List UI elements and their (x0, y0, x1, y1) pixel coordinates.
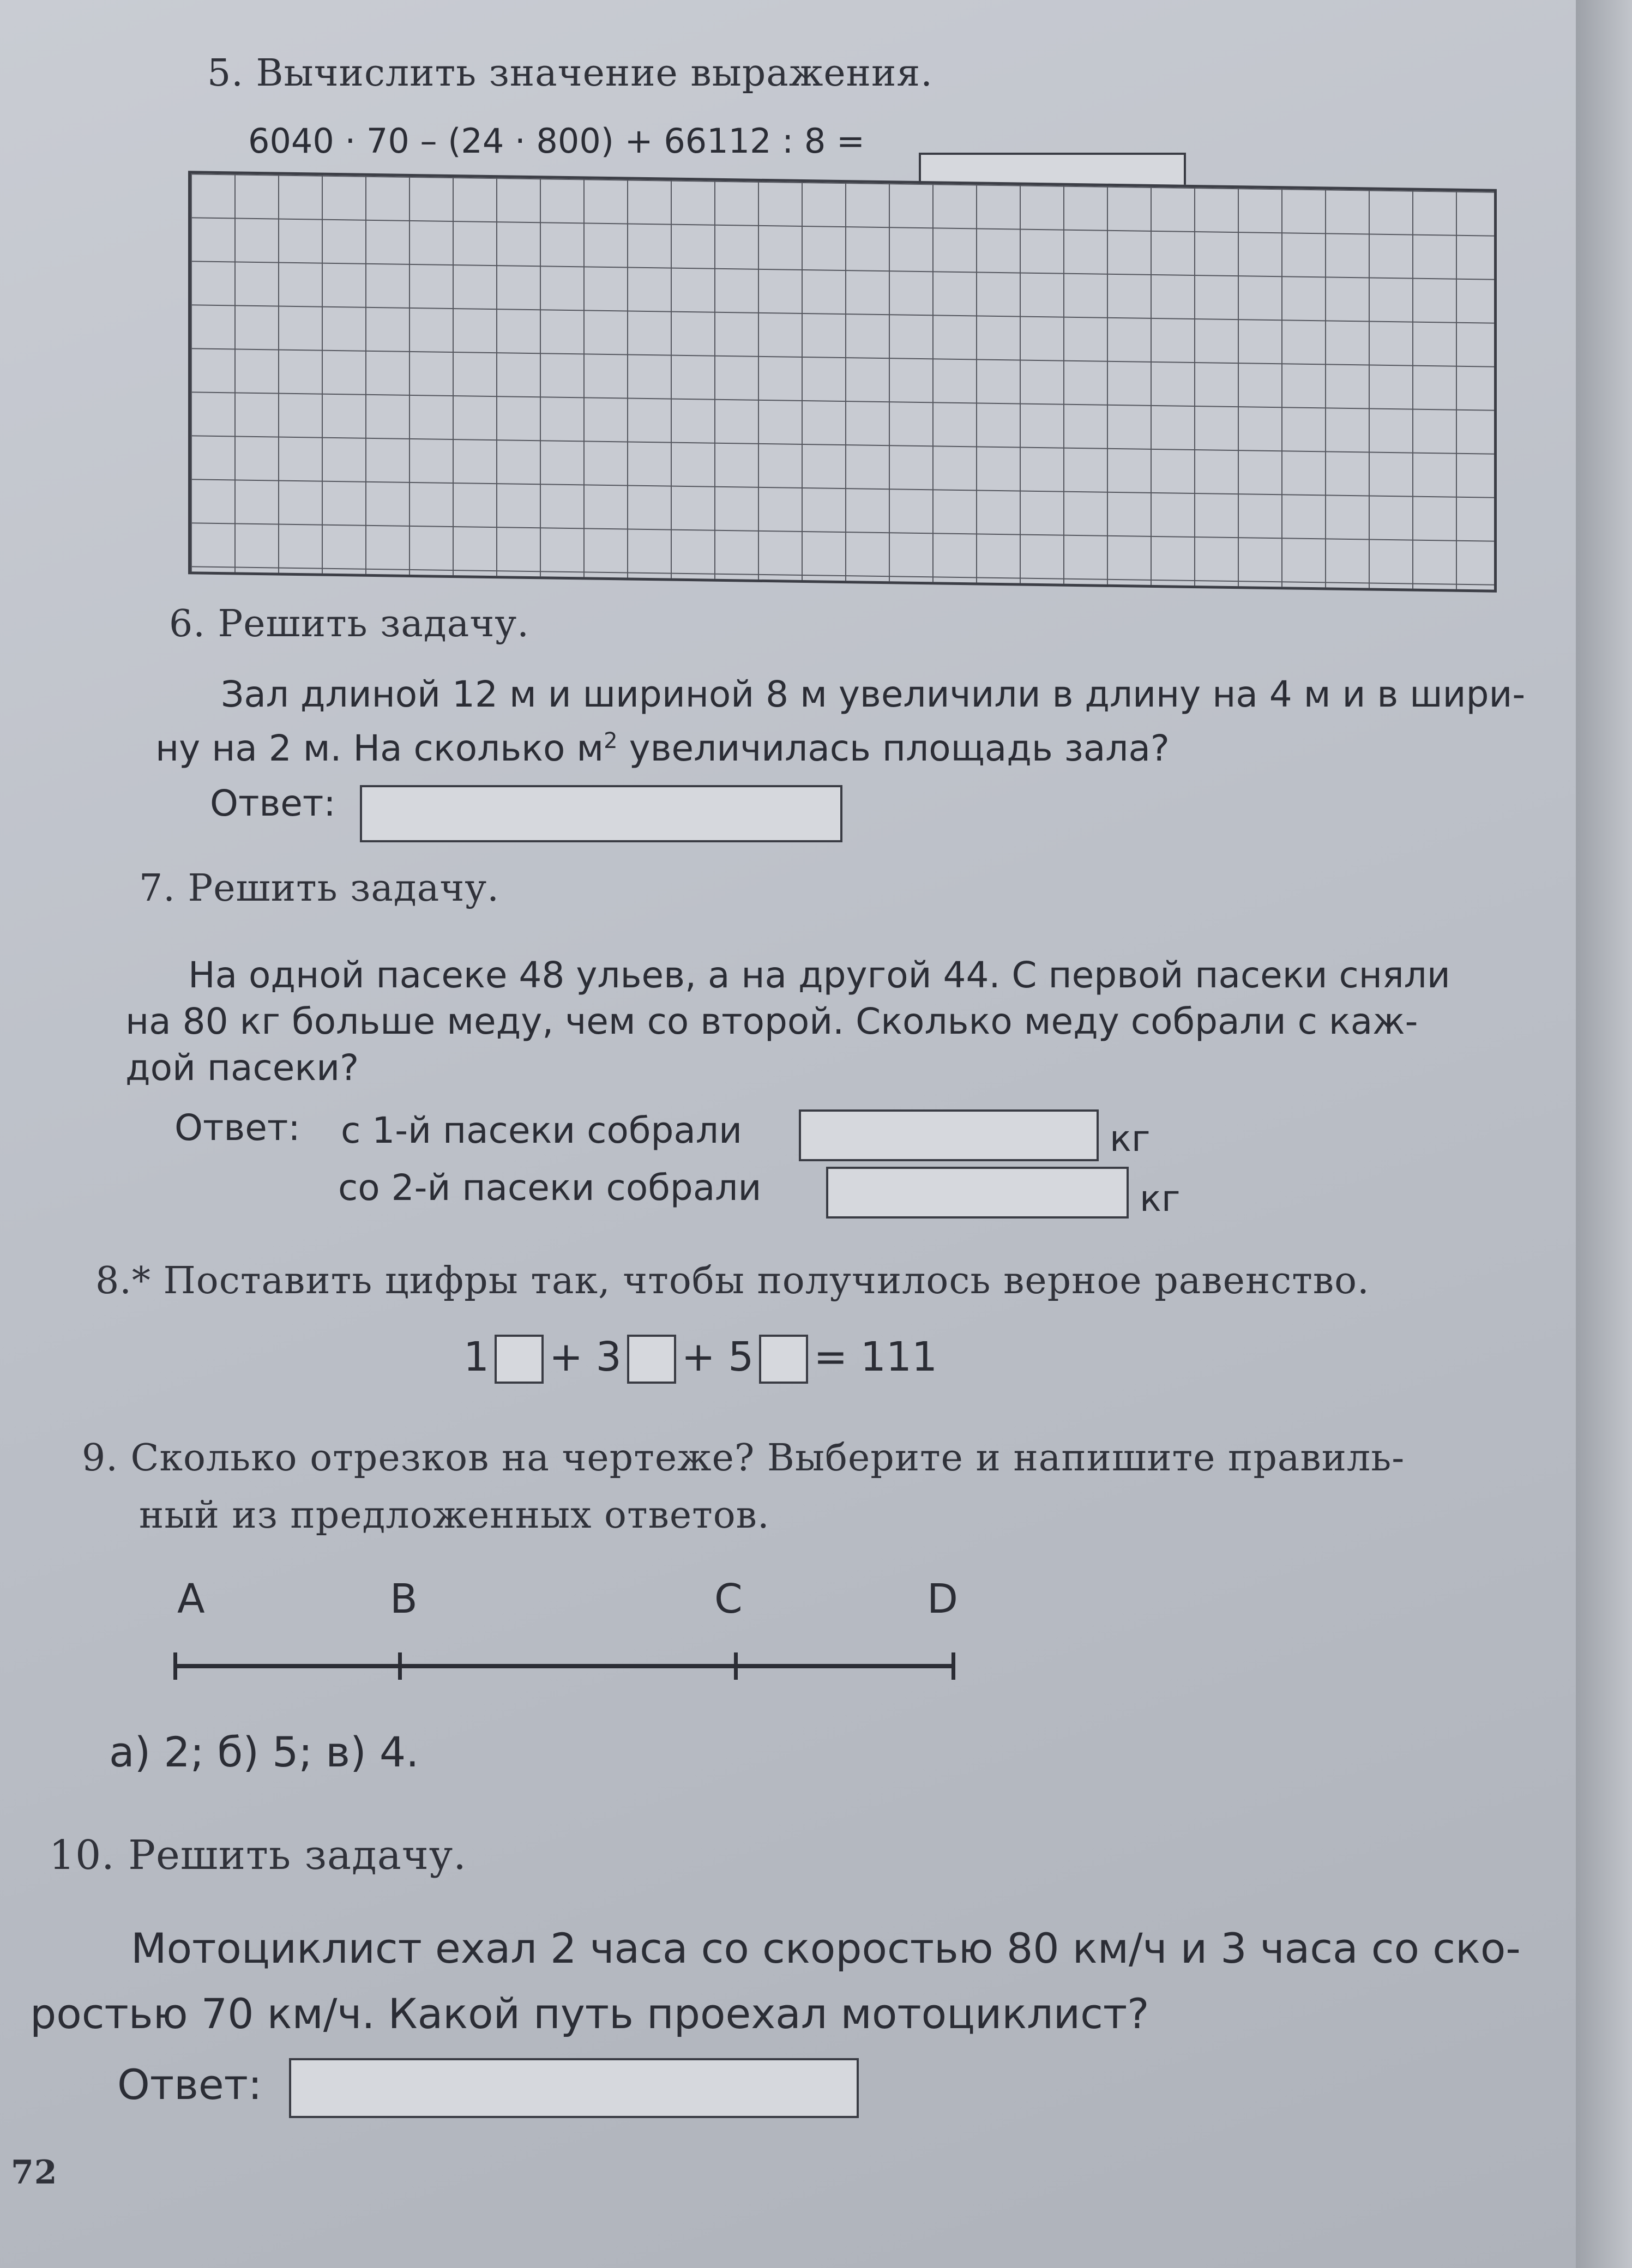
tick-c (734, 1652, 738, 1680)
task6-line2-a: ну на 2 м. На сколько м (155, 727, 604, 769)
task8-plus1: + 3 (549, 1334, 622, 1380)
task6-line1: Зал длиной 12 м и шириной 8 м увеличили в длину на 4 м и в шири- (221, 673, 1526, 715)
tick-d (952, 1652, 955, 1680)
task8-title: 8.* Поставить цифры так, чтобы получилось верное равенство. (95, 1259, 1370, 1302)
task7-title: 7. Решить задачу. (139, 867, 499, 910)
point-label-c: C (714, 1576, 743, 1622)
task5-title: 5. Вычислить значение выражения. (207, 52, 933, 95)
tick-b (398, 1652, 402, 1680)
task8-box3[interactable] (759, 1335, 808, 1384)
task10-title: 10. Решить задачу. (49, 1832, 467, 1879)
task8-box2[interactable] (627, 1335, 676, 1384)
task5-calculation-grid[interactable] (188, 171, 1497, 593)
task7-line1: На одной пасеке 48 ульев, а на другой 44. С первой пасеки сняли (188, 954, 1450, 996)
point-label-d: D (927, 1576, 958, 1622)
task10-answer-label: Ответ: (117, 2060, 262, 2109)
task9-options: а) 2; б) 5; в) 4. (109, 1728, 419, 1776)
task7-answer2-label: со 2-й пасеки собрали (338, 1167, 762, 1209)
task6-title: 6. Решить задачу. (169, 602, 529, 646)
segment-line (173, 1664, 954, 1668)
task7-line2: на 80 кг больше меду, чем со второй. Сколько меду собрали с каж- (125, 1000, 1418, 1042)
task7-answer2-box[interactable] (826, 1167, 1129, 1219)
page-fold (1576, 0, 1632, 2268)
task8-box1[interactable] (495, 1335, 544, 1384)
task8-result: = 111 (814, 1334, 938, 1380)
task6-line2 (155, 717, 1170, 773)
task6-answer-label: Ответ: (210, 782, 336, 824)
task9-title-line1: 9. Сколько отрезков на чертеже? Выберите и напишите правиль- (82, 1437, 1405, 1480)
task10-answer-box[interactable] (289, 2058, 859, 2118)
task5-expression: 6040 · 70 – (24 · 800) + 66112 : 8 = (248, 121, 865, 161)
task8-equation (463, 1333, 937, 1384)
task7-answer1-box[interactable] (799, 1109, 1099, 1161)
task10-line1: Мотоциклист ехал 2 часа со скоростью 80 км/ч и 3 часа со ско- (131, 1924, 1521, 1973)
task7-unit2: кг (1140, 1178, 1181, 1220)
task9-title-line2: ный из предложенных ответов. (139, 1494, 770, 1537)
task6-superscript: 2 (604, 728, 618, 753)
task8-digit1: 1 (463, 1334, 490, 1380)
task7-unit1: кг (1110, 1118, 1151, 1160)
task6-line2-b: увеличилась площадь зала? (617, 727, 1170, 769)
tick-a (173, 1652, 177, 1680)
point-label-a: A (177, 1576, 205, 1622)
task8-plus2: + 5 (681, 1334, 754, 1380)
page-number: 72 (11, 2154, 58, 2192)
task10-line2: ростью 70 км/ч. Какой путь проехал мотоциклист? (30, 1989, 1149, 2038)
task6-answer-box[interactable] (360, 785, 842, 842)
task7-answer-label: Ответ: (174, 1107, 300, 1149)
task7-answer1-label: с 1-й пасеки собрали (341, 1109, 742, 1151)
point-label-b: B (390, 1576, 418, 1622)
task7-line3: дой пасеки? (125, 1047, 359, 1089)
